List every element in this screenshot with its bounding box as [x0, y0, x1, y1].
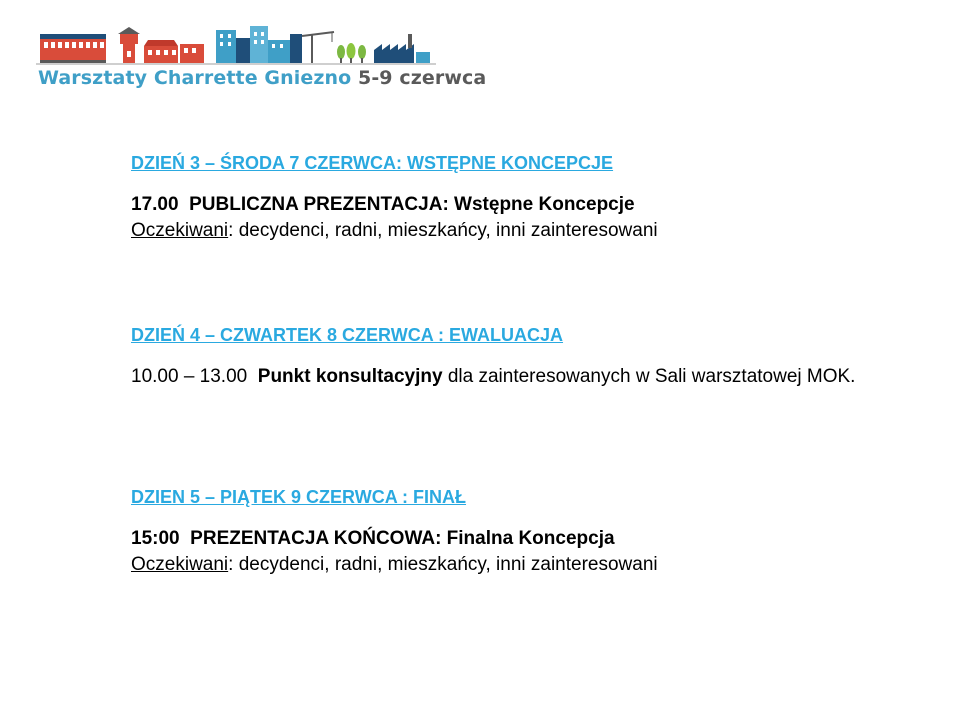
day-3-event-time: 17.00: [131, 194, 179, 215]
day-5-expected: [131, 552, 951, 578]
day-4-heading-link[interactable]: DZIEŃ 4 – CZWARTEK 8 CZERWCA : EWALUACJA: [131, 325, 564, 345]
day-3-heading-link[interactable]: DZIEŃ 3 – ŚRODA 7 CZERWCA: WSTĘPNE KONCEPCJE: [131, 153, 614, 173]
day-4-event: [131, 364, 951, 390]
day-5-event-title: PREZENTACJA KOŃCOWA: Finalna Koncepcja: [190, 528, 615, 549]
day-5-event-time: 15:00: [131, 528, 180, 549]
day-4-event-time: 10.00 – 13.00: [131, 366, 248, 387]
day-4-event-rest: dla zainteresowanych w Sali warsztatowej MOK.: [442, 366, 856, 387]
day-3-expected-label: Oczekiwani: [131, 220, 229, 241]
day-5-expected-label: Oczekiwani: [131, 554, 229, 575]
logo-dates: 5-9 czerwca: [358, 67, 487, 89]
day-5-event: [131, 526, 951, 552]
schedule: [131, 150, 951, 578]
day-3-expected: [131, 218, 951, 244]
day-5-expected-text: : decydenci, radni, mieszkańcy, inni zainteresowani: [228, 554, 658, 575]
workshop-logo: [36, 24, 487, 96]
day-3-event: [131, 192, 951, 218]
logo-caption: [38, 67, 486, 89]
day-3-event-title: PUBLICZNA PREZENTACJA: Wstępne Koncepcje: [189, 194, 635, 215]
day-3-expected-text: : decydenci, radni, mieszkańcy, inni zainteresowani: [228, 220, 658, 241]
logo-title: Warsztaty Charrette Gniezno: [38, 67, 352, 89]
day-4-event-title: Punkt konsultacyjny: [257, 366, 443, 387]
day-5-heading-link[interactable]: DZIEN 5 – PIĄTEK 9 CZERWCA : FINAŁ: [131, 487, 467, 507]
city-skyline-logo-icon: [36, 24, 466, 69]
